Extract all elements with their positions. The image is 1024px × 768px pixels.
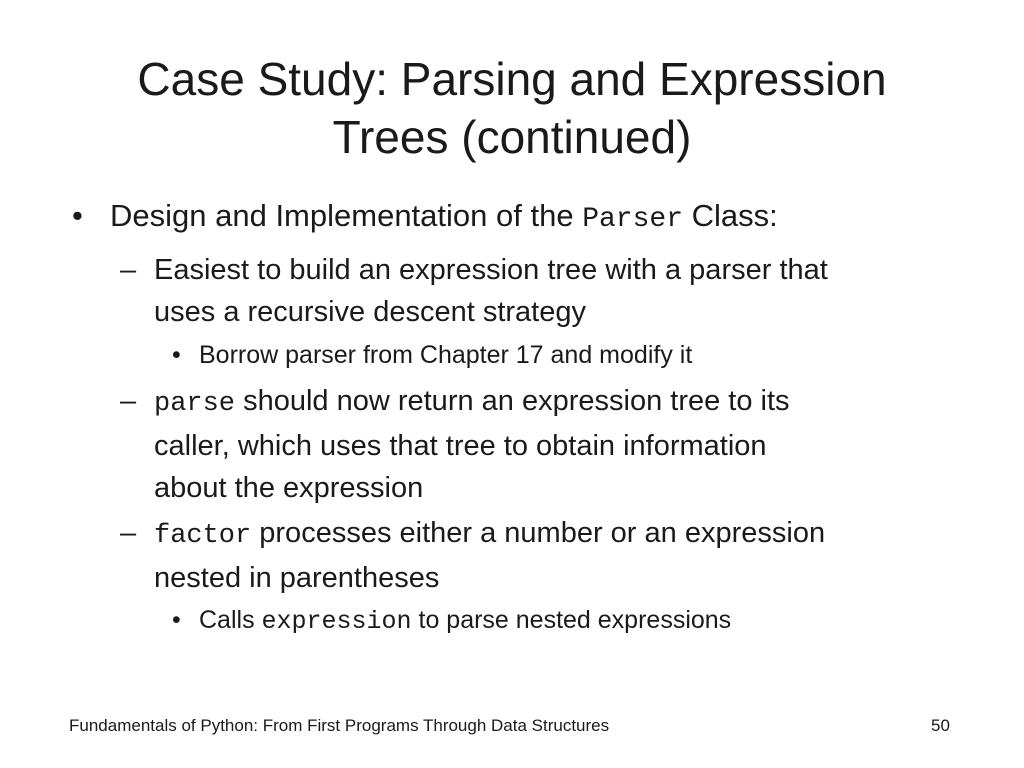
code-parser: Parser bbox=[582, 204, 684, 235]
code-factor: factor bbox=[154, 521, 252, 551]
bullet-text: Class: bbox=[683, 198, 778, 233]
subbullet-line bbox=[154, 512, 825, 557]
title-line-1: Case Study: Parsing and Expression bbox=[137, 53, 887, 105]
subbullet-line: nested in parentheses bbox=[154, 562, 440, 594]
code-expression: expression bbox=[261, 607, 412, 636]
subsubbullet-text: to parse nested expressions bbox=[411, 606, 732, 634]
subbullet-line: about the expression bbox=[154, 472, 424, 504]
subbullet-line bbox=[154, 380, 790, 425]
footer-text: Fundamentals of Python: From First Programs Through Data Structures bbox=[69, 716, 610, 735]
dash-marker: – bbox=[120, 517, 137, 549]
page-number: 50 bbox=[931, 716, 950, 735]
bullet-marker: • bbox=[172, 341, 181, 369]
subbullet-text: should now return an expression tree to its bbox=[235, 385, 790, 417]
bullet-marker: • bbox=[172, 606, 181, 634]
dash-marker: – bbox=[120, 385, 137, 417]
code-parse: parse bbox=[154, 389, 236, 419]
subbullet-line: Easiest to build an expression tree with a parser that bbox=[154, 254, 828, 286]
subsubbullet-calls bbox=[199, 602, 731, 640]
slide-title bbox=[40, 50, 984, 166]
subsubbullet-text: Calls bbox=[199, 606, 262, 634]
subbullet-text: processes either a number or an expression bbox=[251, 517, 826, 549]
bullet-design-implementation bbox=[110, 196, 778, 240]
subbullet-factor bbox=[154, 512, 825, 599]
dash-marker: – bbox=[120, 254, 137, 286]
title-line-2: Trees (continued) bbox=[332, 111, 692, 163]
subbullet-line: uses a recursive descent strategy bbox=[154, 296, 586, 328]
bullet-marker: • bbox=[72, 198, 83, 233]
bullet-text: Design and Implementation of the bbox=[110, 198, 583, 233]
subbullet-parse bbox=[154, 380, 790, 509]
subsubbullet-borrow: Borrow parser from Chapter 17 and modify it bbox=[199, 341, 693, 369]
subbullet-line: caller, which uses that tree to obtain information bbox=[154, 430, 767, 462]
subbullet-easiest bbox=[154, 249, 828, 333]
